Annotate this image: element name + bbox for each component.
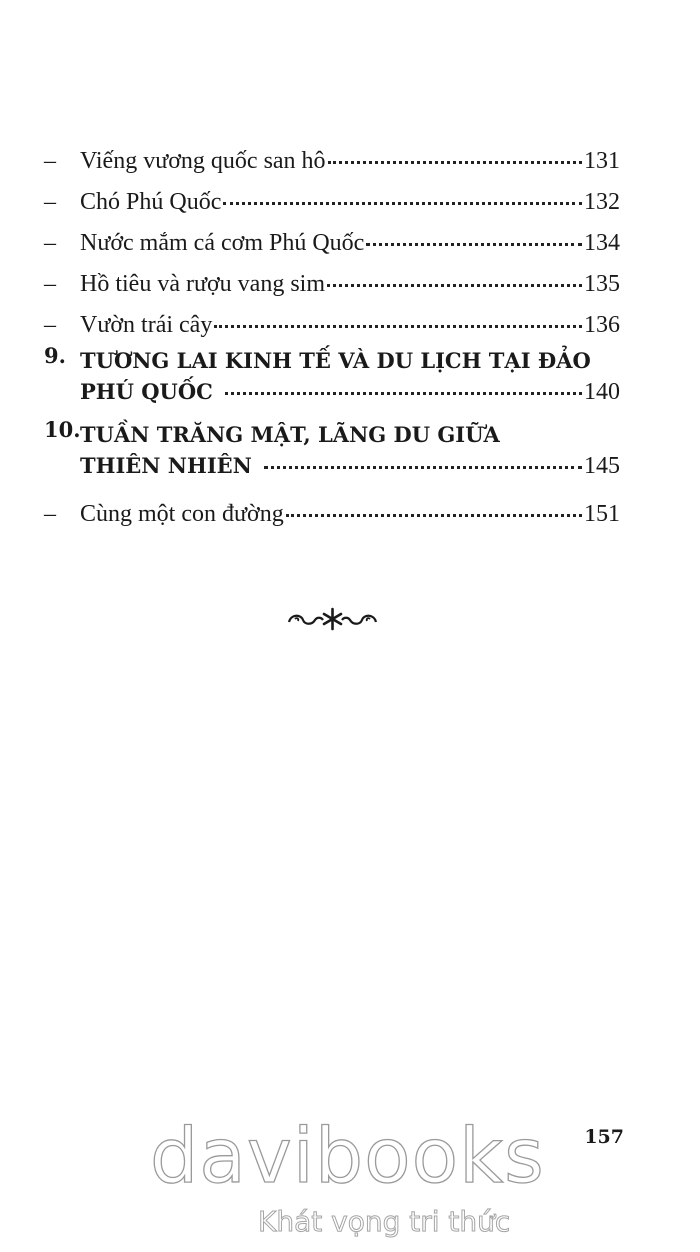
toc-entry-page: 135 [584,271,620,297]
toc-entry-page: 151 [584,501,620,527]
toc-entry-title: Vườn trái cây [80,312,213,338]
toc-entry-dash: – [44,271,56,297]
toc-entry-title: Cùng một con đường [80,501,284,527]
chapter-title-line2: THIÊN NHIÊN [80,453,252,478]
toc-entry-dash: – [44,230,56,256]
chapter-number: 9. [44,343,66,368]
dot-leader [286,514,582,517]
toc-chapter-9 [44,343,620,417]
chapter-title-line2: PHÚ QUỐC [80,379,213,404]
table-of-contents [44,138,620,532]
toc-entry [44,491,620,532]
dot-leader [223,202,582,205]
dot-leader [327,284,582,287]
toc-entry-title: Nước mắm cá cơm Phú Quốc [80,230,365,256]
toc-entry [44,302,620,343]
dot-leader [264,466,582,469]
toc-entry-page: 145 [584,453,620,479]
toc-entry [44,179,620,220]
toc-entry-title: Viếng vương quốc san hô [80,148,326,174]
toc-entry-dash: – [44,189,56,215]
dot-leader [214,325,582,328]
toc-entry [44,261,620,302]
toc-entry-title: Hồ tiêu và rượu vang sim [80,271,325,297]
toc-entry-page: 140 [584,379,620,405]
watermark-slogan: Khát vọng tri thức [258,1205,511,1238]
toc-chapter-10 [44,417,620,491]
chapter-title-line1: TƯƠNG LAI KINH TẾ VÀ DU LỊCH TẠI ĐẢO [80,348,591,373]
dot-leader [366,243,582,246]
chapter-number: 10. [44,417,81,442]
toc-entry [44,138,620,179]
chapter-title-line1: TUẦN TRĂNG MẬT, LÃNG DU GIỮA [80,422,500,447]
watermark-logo: davibooks [150,1111,545,1200]
toc-entry-page: 131 [584,148,620,174]
toc-entry-dash: – [44,501,56,527]
dot-leader [225,392,582,395]
asterism-ornament-icon [285,604,380,634]
toc-entry-dash: – [44,148,56,174]
dot-leader [328,161,582,164]
toc-entry [44,220,620,261]
toc-entry-page: 134 [584,230,620,256]
toc-entry-title: Chó Phú Quốc [80,189,222,215]
toc-entry-dash: – [44,312,56,338]
toc-entry-page: 136 [584,312,620,338]
toc-entry-page: 132 [584,189,620,215]
page-number: 157 [584,1126,624,1148]
